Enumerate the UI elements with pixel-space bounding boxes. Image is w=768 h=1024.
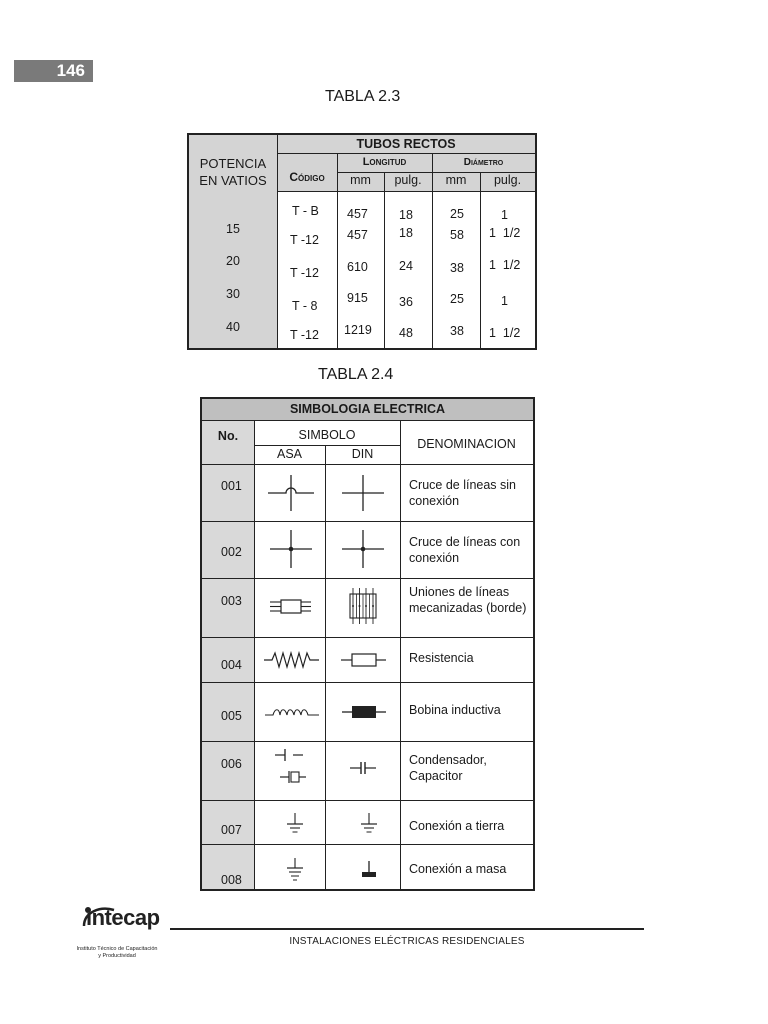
capacitor-icon xyxy=(342,757,384,779)
col-din-header: DIN xyxy=(351,447,374,461)
len-in-cell: 48 xyxy=(399,326,413,340)
code-cell: T -12 xyxy=(290,266,319,280)
row-number: 006 xyxy=(221,757,242,771)
code-cell: T - B xyxy=(292,204,319,218)
diametro-pulg-header: pulg. xyxy=(493,173,522,187)
resistor-box-icon xyxy=(336,647,390,673)
denomination: Bobina inductiva xyxy=(409,703,501,717)
len-mm-cell: 457 xyxy=(347,207,368,221)
col-den-header: DENOMINACION xyxy=(417,437,516,451)
len-mm-cell: 457 xyxy=(347,228,368,242)
len-in-cell: 36 xyxy=(399,295,413,309)
row-number: 004 xyxy=(221,658,242,672)
line-crossing-plain-icon xyxy=(336,471,390,515)
dia-in-cell: 1 xyxy=(501,294,508,308)
len-in-cell: 18 xyxy=(399,226,413,240)
row-number: 008 xyxy=(221,873,242,887)
dia-in-cell: 1 1/2 xyxy=(489,226,521,240)
tubos-rectos-header: TUBOS RECTOS xyxy=(356,137,456,151)
row-number: 005 xyxy=(221,709,242,723)
potencia-label-2: EN VATIOS xyxy=(199,173,267,188)
len-mm-cell: 1219 xyxy=(344,323,372,337)
diametro-mm-header: mm xyxy=(445,173,467,187)
denomination: Cruce de líneas con conexión xyxy=(409,535,521,565)
ground-icon xyxy=(354,809,384,839)
footer-title: INSTALACIONES ELÉCTRICAS RESIDENCIALES xyxy=(289,936,525,947)
row-number: 007 xyxy=(221,823,242,837)
denomination: Resistencia xyxy=(409,651,474,665)
longitud-mm-header: mm xyxy=(350,173,371,187)
terminal-block-icon xyxy=(264,587,318,627)
row-number: 001 xyxy=(221,479,242,493)
dia-mm-cell: 25 xyxy=(450,207,464,221)
inductor-coil-icon xyxy=(262,701,322,723)
ground-icon xyxy=(280,855,310,887)
denomination: Conexión a tierra xyxy=(409,819,505,833)
resistor-zigzag-icon xyxy=(262,647,322,673)
potencia-label-1: POTENCIA xyxy=(199,156,267,171)
code-cell: T -12 xyxy=(290,328,319,342)
col-no-header: No. xyxy=(217,429,239,443)
watts-cell: 30 xyxy=(226,287,240,301)
dia-in-cell: 1 1/2 xyxy=(489,258,521,272)
dia-mm-cell: 38 xyxy=(450,261,464,275)
line-crossing-junction-icon xyxy=(264,527,318,571)
denomination: Uniones de líneas mecanizadas (borde) xyxy=(409,585,527,615)
logo-wordmark: intecap xyxy=(86,905,160,930)
page-number: 146 xyxy=(14,60,93,82)
table-2-3 xyxy=(187,133,537,350)
dia-in-cell: 1 xyxy=(501,208,508,222)
watts-cell: 15 xyxy=(226,222,240,236)
dia-mm-cell: 25 xyxy=(450,292,464,306)
logo-subtitle: Instituto Técnico de Capacitación y Productividad xyxy=(76,946,158,959)
row-number: 002 xyxy=(221,545,242,559)
chassis-ground-icon xyxy=(354,855,384,885)
footer-divider xyxy=(170,928,644,930)
dia-mm-cell: 58 xyxy=(450,228,464,242)
longitud-pulg-header: pulg. xyxy=(394,173,422,187)
dia-mm-cell: 38 xyxy=(450,324,464,338)
line-crossing-junction-icon xyxy=(336,527,390,571)
line-crossing-no-connection-icon xyxy=(264,471,318,515)
watts-cell: 40 xyxy=(226,320,240,334)
ground-icon xyxy=(280,809,310,839)
terminal-strip-icon xyxy=(342,585,384,629)
denomination: Cruce de líneas sin conexión xyxy=(409,478,517,508)
col-simbolo-header: SIMBOLO xyxy=(298,428,356,442)
diametro-header: Diámetro xyxy=(463,157,504,168)
codigo-header: Código xyxy=(289,170,325,184)
len-mm-cell: 915 xyxy=(347,291,368,305)
row-number: 003 xyxy=(221,594,242,608)
code-cell: T - 8 xyxy=(292,299,318,313)
dia-in-cell: 1 1/2 xyxy=(489,326,521,340)
len-mm-cell: 610 xyxy=(347,260,368,274)
longitud-header: Longitud xyxy=(362,156,407,168)
code-cell: T -12 xyxy=(290,233,319,247)
len-in-cell: 18 xyxy=(399,208,413,222)
simbologia-header: SIMBOLOGIA ELECTRICA xyxy=(202,399,533,421)
denomination: Condensador, Capacitor xyxy=(409,753,487,783)
table-2-4 xyxy=(200,397,535,891)
capacitor-icon xyxy=(270,744,316,796)
len-in-cell: 24 xyxy=(399,259,413,273)
table-2-3-caption: TABLA 2.3 xyxy=(325,88,401,105)
denomination: Conexión a masa xyxy=(409,862,507,876)
inductor-filled-icon xyxy=(336,701,390,723)
col-asa-header: ASA xyxy=(276,447,302,461)
table-2-4-caption: TABLA 2.4 xyxy=(318,366,394,383)
watts-cell: 20 xyxy=(226,254,240,268)
